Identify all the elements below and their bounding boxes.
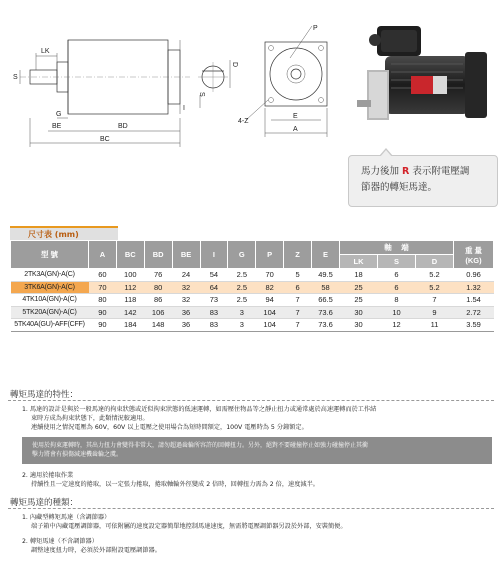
value-cell: 6 <box>378 269 416 282</box>
value-cell: 9 <box>416 306 454 319</box>
motor-photo <box>355 18 495 148</box>
value-cell: 2.5 <box>228 281 256 294</box>
model-cell: 2TK3A(GN)-A(C) <box>11 269 89 282</box>
model-cell: 4TK10A(GN)-A(C) <box>11 294 89 307</box>
header-weight <box>454 241 494 269</box>
value-cell: 7 <box>284 306 312 319</box>
value-cell: 7 <box>284 319 312 332</box>
value-cell: 0.96 <box>454 269 494 282</box>
dimension-table-body <box>11 269 494 332</box>
front-view-drawing <box>238 25 327 137</box>
value-cell: 6 <box>378 281 416 294</box>
value-cell: 73.6 <box>312 306 340 319</box>
value-cell: 3.59 <box>454 319 494 332</box>
value-cell: 60 <box>89 269 117 282</box>
value-cell: 30 <box>340 306 378 319</box>
value-cell: 11 <box>416 319 454 332</box>
header-shaft: 軸 端 <box>340 241 454 255</box>
bd-label: BD <box>118 123 128 130</box>
table-row <box>11 319 494 332</box>
table-row <box>11 281 494 294</box>
header-g: G <box>228 241 256 269</box>
value-cell: 70 <box>256 269 284 282</box>
features-title: 轉矩馬達的特性： <box>10 390 79 400</box>
callout-text-after: 表示附電壓調 <box>412 166 470 177</box>
value-cell: 80 <box>89 294 117 307</box>
value-cell: 80 <box>144 281 172 294</box>
header-lk: LK <box>340 255 378 269</box>
callout-note <box>348 155 498 207</box>
value-cell: 5 <box>284 269 312 282</box>
warning-note-box <box>22 437 492 464</box>
d-label: D <box>231 62 238 68</box>
model-cell: 5TK40A(GU)-AFF(CFF) <box>11 319 89 332</box>
value-cell: 142 <box>116 306 144 319</box>
value-cell: 83 <box>200 306 228 319</box>
value-cell: 54 <box>200 269 228 282</box>
dimension-table <box>10 240 494 332</box>
header-bc: BC <box>116 241 144 269</box>
value-cell: 112 <box>116 281 144 294</box>
lk-label: LK <box>41 48 50 55</box>
types-item-2-head: 2. 轉矩馬達（不含調節器） <box>22 538 98 545</box>
header-be: BE <box>172 241 200 269</box>
value-cell: 24 <box>172 269 200 282</box>
types-item-1-line2: 端子箱中內藏電壓調節器，可依附屬的速度設定器簡單地控制馬達速度，無需將電壓調節器另設於外部，安裝簡便。 <box>31 523 347 530</box>
value-cell: 7 <box>416 294 454 307</box>
table-row <box>11 294 494 307</box>
value-cell: 104 <box>256 306 284 319</box>
table-row <box>11 269 494 282</box>
value-cell: 32 <box>172 281 200 294</box>
be-label: BE <box>52 123 62 130</box>
features-item-1-line2: 束時方成為拘束狀態下，此類情況較適用。 <box>31 415 149 422</box>
value-cell: 12 <box>378 319 416 332</box>
i-label: I <box>183 105 185 112</box>
types-item-2-line2: 調整速度扭力時，必須於外部附設電壓調節器。 <box>31 547 161 554</box>
bc-label: BC <box>100 136 110 143</box>
model-cell: 5TK20A(GN)-A(C) <box>11 306 89 319</box>
value-cell: 3 <box>228 319 256 332</box>
value-cell: 7 <box>284 294 312 307</box>
value-cell: 18 <box>340 269 378 282</box>
callout-text-line2: 節器的轉矩馬達。 <box>361 182 438 193</box>
header-z: Z <box>284 241 312 269</box>
value-cell: 32 <box>172 294 200 307</box>
value-cell: 25 <box>340 281 378 294</box>
header-weight-label: 重 量 <box>464 245 483 255</box>
types-item-1-head: 1. 內藏型轉矩馬達（含調節器） <box>22 514 111 521</box>
side-view-drawing <box>13 40 190 147</box>
value-cell: 1.54 <box>454 294 494 307</box>
value-cell: 64 <box>200 281 228 294</box>
value-cell: 106 <box>144 306 172 319</box>
value-cell: 94 <box>256 294 284 307</box>
header-bd: BD <box>144 241 172 269</box>
warning-note-line1: 使用於拘束運轉時，其出力扭力會變得非常大，請勿超過齒輪所容許的回轉扭力。另外，絕對不要碰撞停止如強力碰撞停止其衝 <box>32 442 369 449</box>
callout-r-mark: R <box>402 166 410 177</box>
spec-table-title: 尺寸表 (mm) <box>10 226 118 240</box>
value-cell: 36 <box>172 319 200 332</box>
value-cell: 3 <box>228 306 256 319</box>
header-e: E <box>312 241 340 269</box>
value-cell: 2.5 <box>228 294 256 307</box>
shaft-section-drawing <box>198 60 238 108</box>
value-cell: 2.72 <box>454 306 494 319</box>
value-cell: 30 <box>340 319 378 332</box>
value-cell: 1.32 <box>454 281 494 294</box>
value-cell: 118 <box>116 294 144 307</box>
e-label: E <box>293 113 298 120</box>
warning-note-line2: 擊力將會有損傷減速機齒輪之虞。 <box>32 451 123 458</box>
value-cell: 25 <box>340 294 378 307</box>
value-cell: 36 <box>172 306 200 319</box>
types-title: 轉矩馬達的種類： <box>10 498 79 508</box>
value-cell: 5.2 <box>416 281 454 294</box>
features-item-2 <box>22 471 492 489</box>
p-label: P <box>313 25 318 32</box>
a-label: A <box>293 126 298 133</box>
model-cell: 3TK6A(GN)-A(C) <box>11 281 89 294</box>
header-i: I <box>200 241 228 269</box>
callout-text-before: 馬力後加 <box>361 166 400 177</box>
value-cell: 2.5 <box>228 269 256 282</box>
value-cell: 66.5 <box>312 294 340 307</box>
value-cell: 6 <box>284 281 312 294</box>
value-cell: 82 <box>256 281 284 294</box>
value-cell: 73.6 <box>312 319 340 332</box>
s-label: S <box>13 74 18 81</box>
value-cell: 100 <box>116 269 144 282</box>
features-item-2-head: 2. 適用於捲取作業 <box>22 472 74 479</box>
types-rule <box>8 508 494 509</box>
4z-label: 4-Z <box>238 118 249 125</box>
features-item-1 <box>22 405 492 432</box>
s2-label: S <box>198 92 205 97</box>
value-cell: 73 <box>200 294 228 307</box>
header-p: P <box>256 241 284 269</box>
table-row <box>11 306 494 319</box>
header-s: S <box>378 255 416 269</box>
value-cell: 10 <box>378 306 416 319</box>
features-item-1-head: 1. 馬達的設計是與於一般馬達的拘束狀態或近似拘束狀態的低速運轉，如需壓住物品等之靜止扭力或通常處於高速運轉而於工作結 <box>22 406 377 413</box>
value-cell: 70 <box>89 281 117 294</box>
value-cell: 90 <box>89 319 117 332</box>
features-item-2-line2: 持續性且一定速度的捲取，以一定張力捲取，捲取軸輪外徑變成 2 倍時，回轉扭力需為 2 倍，速度減半。 <box>31 481 319 488</box>
features-rule <box>8 400 494 401</box>
header-weight-unit: (KG) <box>465 255 482 265</box>
value-cell: 90 <box>89 306 117 319</box>
types-item-2 <box>22 537 492 555</box>
value-cell: 5.2 <box>416 269 454 282</box>
value-cell: 58 <box>312 281 340 294</box>
value-cell: 83 <box>200 319 228 332</box>
header-d: D <box>416 255 454 269</box>
value-cell: 184 <box>116 319 144 332</box>
value-cell: 148 <box>144 319 172 332</box>
header-model: 型 號 <box>11 241 89 269</box>
types-item-1 <box>22 513 492 531</box>
features-item-1-line3: 連續使用之情況電壓為 60V，60V 以上電壓之使用場合為短時間額定，100V 電壓時為 5 分鐘額定。 <box>31 424 308 431</box>
value-cell: 76 <box>144 269 172 282</box>
value-cell: 104 <box>256 319 284 332</box>
value-cell: 49.5 <box>312 269 340 282</box>
g-label: G <box>56 111 62 118</box>
value-cell: 8 <box>378 294 416 307</box>
value-cell: 86 <box>144 294 172 307</box>
header-a: A <box>89 241 117 269</box>
